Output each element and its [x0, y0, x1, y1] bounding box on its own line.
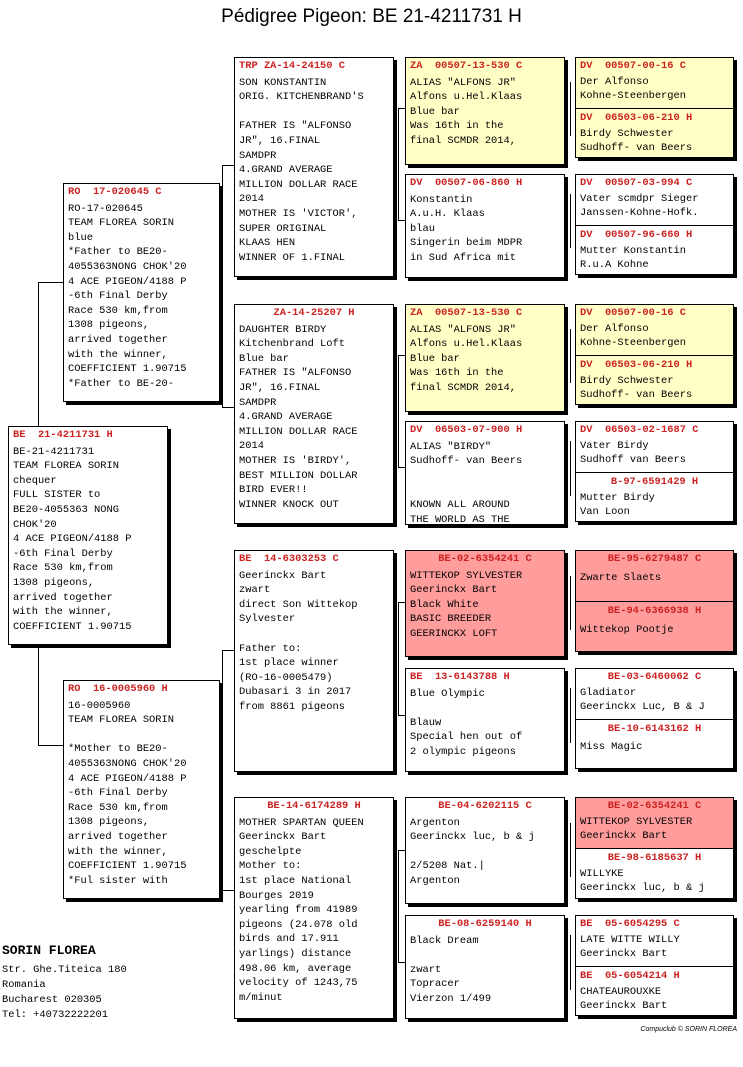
info-line: chequer [13, 474, 57, 487]
great-grandparent-card[interactable] [405, 174, 565, 278]
connector-line [398, 602, 399, 715]
info-line: Geerinckx Bart [239, 569, 327, 582]
info-line: direct Son Wittekop [239, 598, 358, 611]
owner-address-line: Romania [2, 979, 46, 991]
ring-number: BE-95-6279487 C [607, 553, 702, 565]
ring-number: DV 06503-06-210 H [580, 112, 693, 124]
info-line: Wittekop Pootje [580, 623, 674, 636]
info-line: Bourges 2019 [239, 889, 314, 902]
info-line: LATE WITTE WILLY [580, 933, 680, 946]
info-line: KLAAS HEN [239, 237, 296, 250]
great-grandparent-card[interactable] [405, 421, 565, 525]
info-line: Vater scmdpr Sieger [580, 192, 699, 205]
info-line: Blue bar [410, 352, 460, 365]
info-line: RO-17-020645 [68, 202, 143, 215]
info-line: in Sud Africa mit [410, 251, 517, 264]
info-line: Singerin beim MDPR [410, 237, 523, 250]
ring-number: BE 05-6054214 H [580, 970, 680, 982]
info-line: zwart [239, 584, 271, 597]
ancestor-pair-card[interactable] [575, 668, 734, 769]
ring-number: DV 06503-02-1687 C [580, 424, 699, 436]
info-line: BE20-4055363 NONG [13, 503, 120, 516]
connector-line [570, 576, 571, 630]
ancestor-top[interactable] [576, 798, 733, 848]
footer-credit: Compuclub © SORIN FLOREA [640, 1026, 737, 1033]
info-line: Van Loon [580, 506, 630, 519]
info-line: Geerinckx Bart [580, 948, 668, 961]
info-line: 4.GRAND AVERAGE [239, 164, 333, 177]
info-line: Geerinckx Bart [580, 830, 668, 843]
info-line: final SCMDR 2014, [410, 381, 517, 394]
info-line: MOTHER SPARTAN QUEEN [239, 816, 364, 829]
info-line: R.u.A Kohne [580, 259, 649, 272]
info-line: Geerinckx Bart [580, 1000, 668, 1013]
ring-number: ZA 00507-13-530 C [410, 307, 523, 319]
info-line: 1308 pigeons, [68, 319, 150, 332]
info-line: arrived together [68, 333, 168, 346]
info-line: Race 530 km,from [68, 801, 168, 814]
info-line: Black White [410, 598, 479, 611]
info-line: geschelpte [239, 845, 302, 858]
info-line: BIRD EVER!! [239, 484, 308, 497]
info-line: Dubasari 3 in 2017 [239, 686, 352, 699]
connector-line [222, 165, 223, 407]
info-line: BEST MILLION DOLLAR [239, 469, 358, 482]
info-line: arrived together [13, 591, 113, 604]
ancestor-pair-card[interactable] [575, 57, 734, 158]
info-line: ALIAS "BIRDY" [410, 440, 492, 453]
info-line: 16-0005960 [68, 699, 131, 712]
connector-line [570, 935, 571, 990]
info-line: A.u.H. Klaas [410, 208, 485, 221]
ancestor-top[interactable] [576, 305, 733, 355]
info-line: Special hen out of [410, 731, 523, 744]
ring-number: BE 13-6143788 H [410, 671, 510, 683]
info-line: 2014 [239, 440, 264, 453]
grandparent-card[interactable] [234, 797, 394, 1019]
info-line: Konstantin [410, 193, 473, 206]
ring-number: RO 17-020645 C [68, 186, 162, 198]
info-line [410, 483, 560, 498]
info-line: Janssen-Kohne-Hofk. [580, 207, 699, 220]
info-line: Geerinckx luc, b & j [580, 882, 705, 895]
info-line: yearling from 41989 [239, 904, 358, 917]
info-line: Argenton [410, 874, 460, 887]
info-line: SUPER ORIGINAL [239, 222, 327, 235]
info-line: blau [410, 222, 435, 235]
info-line: with the winner, [13, 606, 113, 619]
info-line: 4055363NONG CHOK'20 [68, 260, 187, 273]
ring-number: ZA 00507-13-530 C [410, 60, 523, 72]
grandparent-card[interactable] [234, 304, 394, 524]
info-line: 498.06 km, average [239, 962, 352, 975]
grandparent-card[interactable] [234, 57, 394, 277]
info-line: *Mother to BE20- [68, 743, 168, 756]
ancestor-pair-card[interactable] [575, 304, 734, 405]
info-line: SAMDPR [239, 396, 277, 409]
info-line: 2/5208 Nat.| [410, 860, 485, 873]
grandparent-card[interactable] [234, 550, 394, 772]
info-line: Was 16th in the [410, 367, 504, 380]
info-line: pigeons (24.078 old [239, 918, 358, 931]
info-line: birds and 17.911 [239, 933, 339, 946]
ring-number: BE-14-6174289 H [267, 800, 361, 812]
info-line: *Father to BE20- [68, 246, 168, 259]
connector-line [38, 282, 65, 283]
connector-line [570, 82, 571, 136]
info-line: JR", 16.FINAL [239, 381, 321, 394]
info-line: 4 ACE PIGEON/4188 P [68, 275, 187, 288]
info-line: MILLION DOLLAR RACE [239, 425, 358, 438]
info-line: Miss Magic [580, 740, 643, 753]
info-line: -6th Final Derby [68, 787, 168, 800]
ring-number: TRP ZA-14-24150 C [239, 60, 346, 72]
ancestor-bottom[interactable] [576, 108, 733, 156]
connector-line [38, 645, 39, 745]
ancestor-pair-card[interactable] [575, 797, 734, 899]
ancestor-bottom[interactable] [576, 355, 733, 403]
connector-line [570, 329, 571, 383]
info-line: 2014 [239, 193, 264, 206]
info-line: velocity of 1243,75 [239, 977, 358, 990]
ancestor-top[interactable] [576, 669, 733, 719]
info-line: FULL SISTER to [13, 489, 101, 502]
info-line [239, 627, 389, 642]
info-line: final SCMDR 2014, [410, 134, 517, 147]
info-line: SON KONSTANTIN [239, 76, 327, 89]
info-line: Kitchenbrand Loft [239, 338, 346, 351]
info-line: Sudhoff- van Beers [580, 389, 693, 402]
info-line: Sudhoff- van Beers [410, 455, 523, 468]
info-line: Blauw [410, 716, 442, 729]
ancestor-bottom[interactable] [576, 848, 733, 896]
ring-number: DV 00507-00-16 C [580, 60, 687, 72]
info-line: *Ful sister with [68, 874, 168, 887]
great-grandparent-card[interactable] [405, 57, 565, 165]
info-line: Sudhoff van Beers [580, 454, 687, 467]
info-line [410, 845, 560, 860]
info-line [410, 469, 560, 484]
ring-number: DV 00507-00-16 C [580, 307, 687, 319]
info-line: MOTHER IS 'VICTOR', [239, 207, 358, 220]
info-line [410, 701, 560, 716]
ancestor-bottom[interactable] [576, 472, 733, 520]
owner-name: SORIN FLOREA [2, 943, 96, 958]
info-line: Blue Olympic [410, 687, 485, 700]
ring-number: RO 16-0005960 H [68, 683, 168, 695]
ancestor-top[interactable] [576, 551, 733, 601]
info-line: Mutter Birdy [580, 491, 655, 504]
info-line: 1st place National [239, 874, 352, 887]
info-line: zwart [410, 963, 442, 976]
connector-line [570, 823, 571, 877]
info-line: ORIG. KITCHENBRAND'S [239, 91, 364, 104]
info-line: Birdy Schwester [580, 127, 674, 140]
ring-number: ZA-14-25207 H [273, 307, 355, 319]
info-line: TEAM FLOREA SORIN [68, 217, 175, 230]
info-line: GEERINCKX LOFT [410, 627, 498, 640]
info-line: m/minut [239, 991, 283, 1004]
ring-number: DV 00507-06-860 H [410, 177, 523, 189]
ancestor-top[interactable] [576, 58, 733, 108]
info-line: FATHER IS "ALFONSO [239, 367, 352, 380]
ring-number: BE-02-6354241 C [607, 800, 702, 812]
ring-number: BE 21-4211731 H [13, 429, 113, 441]
info-line: with the winner, [68, 348, 168, 361]
ring-number: BE-04-6202115 C [438, 800, 532, 812]
info-line [410, 948, 560, 963]
connector-line [398, 108, 399, 220]
ancestor-pair-card[interactable] [575, 550, 734, 652]
info-line: yarlings) distance [239, 947, 352, 960]
info-line: Geerinckx Bart [410, 584, 498, 597]
info-line: TEAM FLOREA SORIN [68, 714, 175, 727]
ancestor-pair-card[interactable] [575, 174, 734, 275]
info-line: Was 16th in the [410, 120, 504, 133]
owner-address-line: Str. Ghe.Titeica 180 [2, 964, 127, 976]
info-line: WINNER KNOCK OUT [239, 498, 339, 511]
ancestor-bottom[interactable] [576, 601, 733, 637]
ring-number: BE-10-6143162 H [607, 723, 702, 735]
info-line: WILLYKE [580, 867, 624, 880]
ancestor-top[interactable] [576, 422, 733, 472]
great-grandparent-card[interactable] [405, 550, 565, 657]
ring-number: BE-98-6185637 H [607, 852, 702, 864]
connector-line [398, 850, 399, 962]
ring-number: BE-02-6354241 C [438, 553, 532, 565]
info-line: CHOK'20 [13, 518, 57, 531]
info-line: 1308 pigeons, [13, 576, 95, 589]
info-line: Sylvester [239, 613, 296, 626]
info-line: Mutter Konstantin [580, 244, 687, 257]
ring-number: BE 05-6054295 C [580, 918, 680, 930]
info-line: WITTEKOP SYLVESTER [410, 569, 523, 582]
dam-card[interactable] [63, 680, 220, 899]
great-grandparent-card[interactable] [405, 915, 565, 1019]
info-line: Blue bar [239, 352, 289, 365]
info-line: 1308 pigeons, [68, 816, 150, 829]
info-line: COEFFICIENT 1.90715 [13, 620, 132, 633]
info-line: JR", 16.FINAL [239, 134, 321, 147]
info-line: SAMDPR [239, 149, 277, 162]
info-line: DAUGHTER BIRDY [239, 323, 327, 336]
info-line: *Father to BE-20- [68, 377, 175, 390]
info-line: FATHER IS "ALFONSO [239, 120, 352, 133]
info-line: COEFFICIENT 1.90715 [68, 860, 187, 873]
info-line: MOTHER IS 'BIRDY', [239, 454, 352, 467]
info-line [239, 105, 389, 120]
info-line: Black Dream [410, 934, 479, 947]
info-line: Der Alfonso [580, 322, 649, 335]
info-line: Der Alfonso [580, 75, 649, 88]
info-line: 4 ACE PIGEON/4188 P [13, 533, 132, 546]
info-line: BASIC BREEDER [410, 613, 492, 626]
info-line: -6th Final Derby [68, 290, 168, 303]
info-line: arrived together [68, 830, 168, 843]
connector-line [570, 194, 571, 248]
info-line: with the winner, [68, 845, 168, 858]
info-line: -6th Final Derby [13, 547, 113, 560]
owner-info [2, 943, 127, 1023]
info-line: Kohne-Steenbergen [580, 90, 687, 103]
info-line: 2 olympic pigeons [410, 745, 517, 758]
info-line: Race 530 km,from [13, 562, 113, 575]
ancestor-pair-card[interactable] [575, 915, 734, 1016]
connector-line [38, 745, 65, 746]
ring-number: BE 14-6303253 C [239, 553, 339, 565]
owner-address-line: Bucharest 020305 [2, 994, 102, 1006]
great-grandparent-card[interactable] [405, 304, 565, 412]
great-grandparent-card[interactable] [405, 797, 565, 904]
info-line: Alfons u.Hel.Klaas [410, 338, 523, 351]
subject-pigeon-card[interactable] [8, 426, 168, 645]
info-line: 1st place winner [239, 657, 339, 670]
info-line: KNOWN ALL AROUND [410, 498, 510, 511]
owner-phone: Tel: +40732222201 [2, 1009, 109, 1021]
info-line: (RO-16-0005479) [239, 671, 333, 684]
ancestor-bottom[interactable] [576, 966, 733, 1014]
info-line: Geerinckx Bart [239, 831, 327, 844]
info-line: Geerinckx luc, b & j [410, 831, 535, 844]
info-line: BE-21-4211731 [13, 445, 95, 458]
info-line: 4 ACE PIGEON/4188 P [68, 772, 187, 785]
sire-card[interactable] [63, 183, 220, 402]
ring-number: DV 06503-06-210 H [580, 359, 693, 371]
ancestor-top[interactable] [576, 175, 733, 225]
ring-number: DV 06503-07-900 H [410, 424, 523, 436]
connector-line [222, 650, 223, 890]
info-line: TEAM FLOREA SORIN [13, 460, 120, 473]
great-grandparent-card[interactable] [405, 668, 565, 772]
info-line: Gladiator [580, 686, 637, 699]
ring-number: DV 00507-03-994 C [580, 177, 693, 189]
ring-number: DV 00507-96-660 H [580, 229, 693, 241]
info-line: CHATEAUROUXKE [580, 985, 662, 998]
info-line: Geerinckx Luc, B & J [580, 701, 705, 714]
connector-line [570, 441, 571, 496]
connector-line [398, 355, 399, 467]
info-line: ALIAS "ALFONS JR" [410, 323, 517, 336]
info-line: Father to: [239, 642, 302, 655]
ancestor-pair-card[interactable] [575, 421, 734, 522]
info-line: WINNER OF 1.FINAL [239, 251, 346, 264]
info-line: 4.GRAND AVERAGE [239, 411, 333, 424]
info-line: MILLION DOLLAR RACE [239, 178, 358, 191]
ring-number: BE-08-6259140 H [438, 918, 532, 930]
ancestor-top[interactable] [576, 916, 733, 966]
info-line: Topracer [410, 978, 460, 991]
ring-number: BE-03-6460062 C [607, 671, 702, 683]
info-line: THE WORLD AS THE [410, 513, 510, 525]
connector-line [570, 688, 571, 743]
info-line: WITTEKOP SYLVESTER [580, 815, 693, 828]
page-title: Pédigree Pigeon: BE 21-4211731 H [221, 6, 522, 27]
info-line: Sudhoff- van Beers [580, 142, 693, 155]
info-line: Alfons u.Hel.Klaas [410, 91, 523, 104]
info-line: 4055363NONG CHOK'20 [68, 757, 187, 770]
info-line: Birdy Schwester [580, 374, 674, 387]
info-line: Vierzon 1/499 [410, 992, 492, 1005]
info-line: ALIAS "ALFONS JR" [410, 76, 517, 89]
info-line: Zwarte Slaets [580, 571, 662, 584]
info-line [68, 728, 215, 743]
ring-number: BE-94-6366938 H [607, 605, 702, 617]
info-line: Blue bar [410, 105, 460, 118]
ring-number: B-97-6591429 H [610, 476, 699, 488]
info-line: COEFFICIENT 1.90715 [68, 363, 187, 376]
info-line: Race 530 km,from [68, 304, 168, 317]
ancestor-bottom[interactable] [576, 225, 733, 273]
info-line: blue [68, 231, 93, 244]
info-line: Vater Birdy [580, 439, 649, 452]
info-line: Kohne-Steenbergen [580, 337, 687, 350]
info-line: Argenton [410, 816, 460, 829]
ancestor-bottom[interactable] [576, 719, 733, 754]
info-line: from 8861 pigeons [239, 700, 346, 713]
connector-line [38, 282, 39, 427]
info-line: Mother to: [239, 860, 302, 873]
